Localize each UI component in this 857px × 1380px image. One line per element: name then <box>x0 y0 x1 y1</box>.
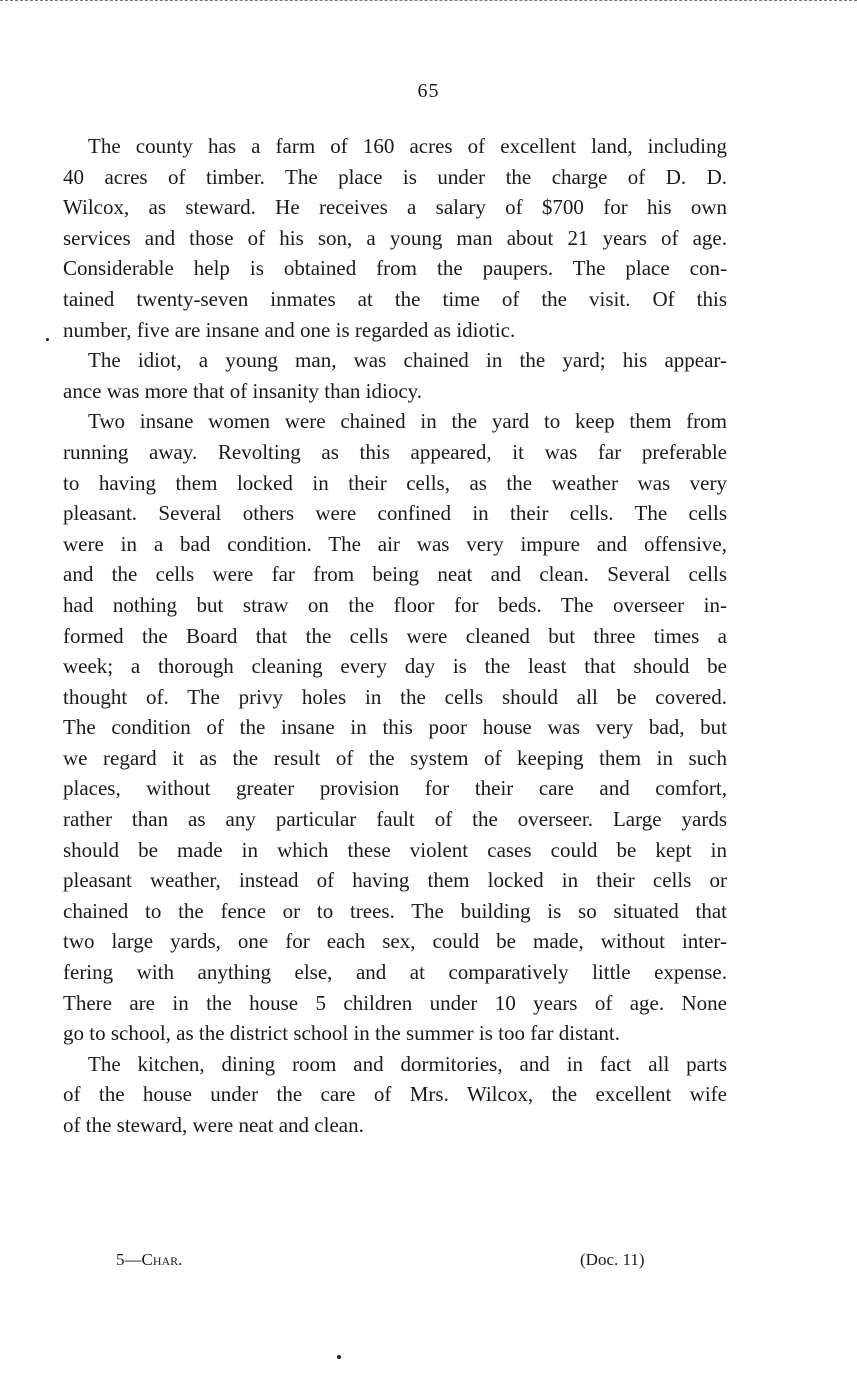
signature-number: 5— <box>116 1250 142 1269</box>
text-line: fering with anything else, and at comparatively little expense. <box>63 960 727 985</box>
text-line: The county has a farm of 160 acres of excellent land, including <box>88 134 727 158</box>
text-line: and the cells were far from being neat and clean. Several cells <box>63 562 727 587</box>
text-line: two large yards, one for each sex, could be made, without inter- <box>63 929 727 954</box>
text-line: tained twenty-seven inmates at the time of the visit. Of this <box>63 286 727 311</box>
paragraph-insane-women <box>63 406 727 1048</box>
text-line: were in a bad condition. The air was very impure and offensive, <box>63 531 727 556</box>
top-edge-rule <box>0 0 857 4</box>
text-line: There are in the house 5 children under 10 years of age. None <box>63 990 727 1015</box>
signature-mark <box>116 1250 182 1270</box>
text-line: week; a thorough cleaning every day is the least that should be <box>63 654 727 679</box>
paragraph-idiot <box>63 345 727 406</box>
text-line: The kitchen, dining room and dormitories, and in fact all parts <box>88 1051 727 1076</box>
text-line: places, without greater provision for their care and comfort, <box>63 776 727 801</box>
page-number: 65 <box>417 80 440 102</box>
text-line: Two insane women were chained in the yard to keep them from <box>88 409 727 434</box>
signature-word: Char. <box>141 1250 183 1269</box>
text-line: of the steward, were neat and clean. <box>63 1113 364 1137</box>
ink-speck <box>46 338 49 341</box>
text-line: had nothing but straw on the floor for beds. The overseer in- <box>63 592 727 617</box>
text-line: thought of. The privy holes in the cells should all be covered. <box>63 684 727 709</box>
text-line: Wilcox, as steward. He receives a salary of $700 for his own <box>63 195 727 220</box>
text-line: of the house under the care of Mrs. Wilcox, the excellent wife <box>63 1082 727 1107</box>
body-text <box>63 131 727 1141</box>
document-reference: (Doc. 11) <box>580 1250 645 1269</box>
text-line: rather than as any particular fault of the overseer. Large yards <box>63 807 727 832</box>
ink-speck <box>337 1355 341 1359</box>
text-line: The idiot, a young man, was chained in the yard; his appear- <box>88 348 727 373</box>
text-line: ance was more that of insanity than idiocy. <box>63 378 423 403</box>
text-line: chained to the fence or to trees. The building is so situated that <box>63 898 727 923</box>
text-line: go to school, as the district school in the summer is too far distant. <box>63 1021 621 1046</box>
text-line: pleasant. Several others were confined in their cells. The cells <box>63 501 727 526</box>
paragraph-kitchen <box>63 1049 727 1141</box>
text-line: pleasant weather, instead of having them locked in their cells or <box>63 868 727 893</box>
text-line: should be made in which these violent cases could be kept in <box>63 837 727 862</box>
text-line: to having them locked in their cells, as the weather was very <box>63 470 727 495</box>
text-line: we regard it as the result of the system of keeping them in such <box>63 745 727 770</box>
paragraph-farm <box>63 131 727 345</box>
text-line: number, five are insane and one is regarded as idiotic. <box>63 317 516 342</box>
text-line: Considerable help is obtained from the paupers. The place con- <box>63 256 727 281</box>
text-line: 40 acres of timber. The place is under the charge of D. D. <box>63 164 727 189</box>
text-line: services and those of his son, a young man about 21 years of age. <box>63 225 727 250</box>
text-line: formed the Board that the cells were cleaned but three times a <box>63 623 727 648</box>
text-line: The condition of the insane in this poor house was very bad, but <box>63 715 727 740</box>
text-line: running away. Revolting as this appeared, it was far preferable <box>63 439 727 464</box>
